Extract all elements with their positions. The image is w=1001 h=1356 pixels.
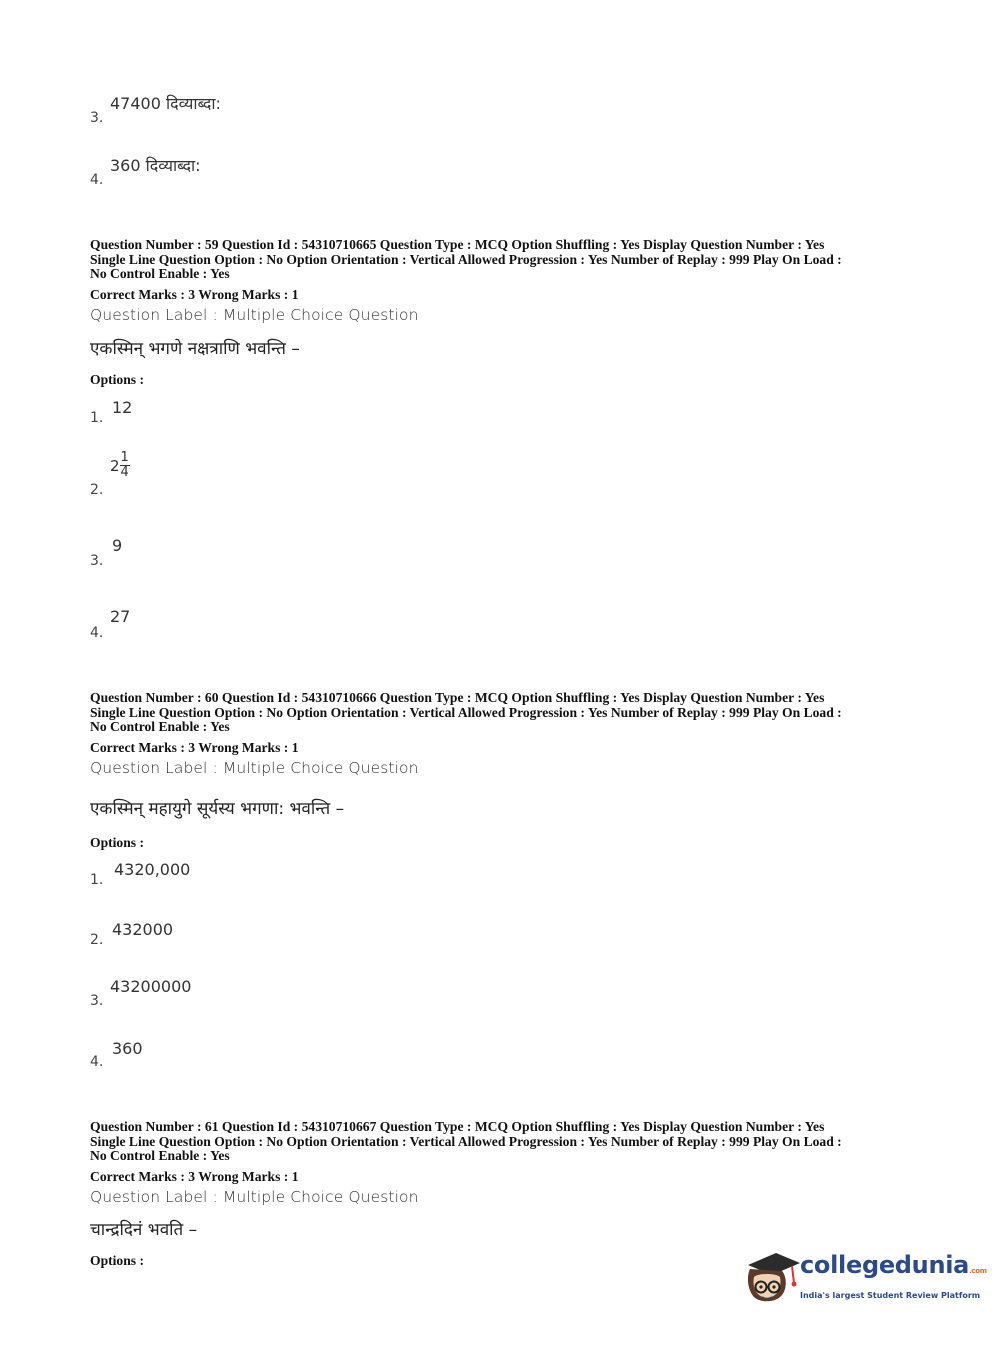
option-number: 4. [90, 625, 104, 641]
options-label: Options : [90, 1253, 145, 1268]
option-number: 2. [90, 932, 104, 948]
options-label: Options : [90, 835, 145, 850]
mascot-icon [742, 1247, 802, 1309]
fraction-numerator: 1 [120, 450, 129, 465]
meta-line: No Control Enable : Yes [90, 1148, 230, 1163]
option-number: 3. [90, 993, 104, 1009]
meta-line: No Control Enable : Yes [90, 266, 230, 281]
option-number: 4. [90, 172, 104, 188]
option-value: 360 दिव्याब्दा: [110, 156, 201, 175]
question-meta [90, 238, 940, 282]
marks-info: Correct Marks : 3 Wrong Marks : 1 [90, 740, 299, 755]
option-value: 4320,000 [114, 860, 191, 879]
collegedunia-logo [742, 1247, 987, 1317]
option-value: 360 [112, 1039, 143, 1058]
meta-line: Single Line Question Option : No Option Orientation : Vertical Allowed Progression : Yes Number of Replay : 999 Play On Load : [90, 251, 842, 267]
question-text: एकस्मिन् भगणे नक्षत्राणि भवन्ति – [90, 339, 300, 359]
question-meta [90, 1120, 940, 1164]
question-label: Question Label : Multiple Choice Question [90, 1188, 419, 1206]
meta-line: Question Number : 60 Question Id : 54310710666 Question Type : MCQ Option Shuffling : Yes Display Question Number : Yes [90, 690, 825, 705]
option-value: 27 [110, 607, 131, 626]
option-value: 432000 [112, 920, 174, 939]
brand-suffix: .com [969, 1267, 987, 1275]
meta-line: Question Number : 61 Question Id : 54310710667 Question Type : MCQ Option Shuffling : Yes Display Question Number : Yes [90, 1119, 825, 1134]
marks-info: Correct Marks : 3 Wrong Marks : 1 [90, 1169, 299, 1184]
brand-tagline: India's largest Student Review Platform [800, 1291, 981, 1300]
meta-line: Single Line Question Option : No Option Orientation : Vertical Allowed Progression : Yes Number of Replay : 999 Play On Load : [90, 1133, 842, 1149]
fraction-whole: 2 [110, 456, 120, 475]
brand-name [800, 1251, 987, 1279]
option-number: 1. [90, 872, 104, 888]
question-text: चान्द्रदिनं भवति – [90, 1220, 198, 1240]
question-label: Question Label : Multiple Choice Question [90, 759, 419, 777]
brand-wordmark: collegedunia [800, 1251, 970, 1279]
fraction-denominator: 4 [120, 465, 129, 480]
option-value: 43200000 [110, 977, 192, 996]
option-number: 2. [90, 482, 104, 498]
option-number: 3. [90, 553, 104, 569]
options-label: Options : [90, 372, 145, 387]
meta-line: No Control Enable : Yes [90, 719, 230, 734]
option-number: 1. [90, 410, 104, 426]
option-number: 4. [90, 1054, 104, 1070]
fraction [120, 451, 130, 480]
meta-line: Single Line Question Option : No Option Orientation : Vertical Allowed Progression : Yes Number of Replay : 999 Play On Load : [90, 704, 842, 720]
question-label: Question Label : Multiple Choice Question [90, 306, 419, 324]
question-text: एकस्मिन् महायुगे सूर्यस्य भगणा: भवन्ति – [90, 799, 345, 819]
option-value: 9 [112, 536, 123, 555]
option-value-fraction [110, 451, 130, 480]
meta-line: Question Number : 59 Question Id : 54310710665 Question Type : MCQ Option Shuffling : Yes Display Question Number : Yes [90, 237, 825, 252]
question-meta [90, 691, 940, 735]
marks-info: Correct Marks : 3 Wrong Marks : 1 [90, 287, 299, 302]
option-value: 12 [112, 398, 133, 417]
option-number: 3. [90, 110, 104, 126]
option-value: 47400 दिव्याब्दा: [110, 94, 221, 113]
